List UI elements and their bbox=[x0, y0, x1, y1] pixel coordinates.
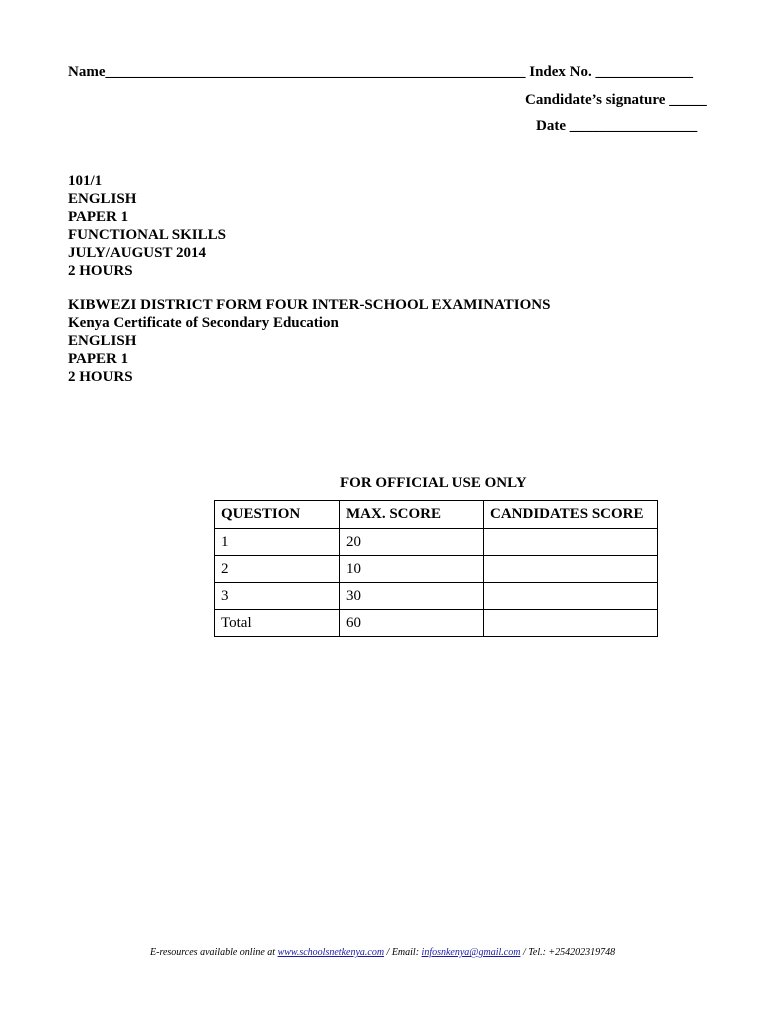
footer-prefix: E-resources available online at bbox=[150, 947, 278, 958]
exam-subject: ENGLISH bbox=[68, 333, 137, 349]
candidate-score-cell[interactable] bbox=[484, 610, 658, 637]
question-cell: 2 bbox=[215, 556, 340, 583]
header-candidates-score: CANDIDATES SCORE bbox=[484, 501, 658, 529]
date-row bbox=[536, 118, 697, 135]
paper-subject: ENGLISH bbox=[68, 191, 137, 207]
official-use-title: FOR OFFICIAL USE ONLY bbox=[340, 475, 527, 491]
signature-label: Candidate’s signature bbox=[525, 92, 666, 108]
index-label: Index No. bbox=[529, 64, 592, 80]
footer-tel: / Tel.: +254202319748 bbox=[520, 947, 616, 958]
paper-title: FUNCTIONAL SKILLS bbox=[68, 227, 226, 243]
paper-date: JULY/AUGUST 2014 bbox=[68, 245, 206, 261]
exam-info-block bbox=[68, 296, 550, 386]
question-cell: Total bbox=[215, 610, 340, 637]
name-label: Name bbox=[68, 64, 106, 80]
date-field[interactable]: _________________ bbox=[569, 118, 698, 134]
signature-row bbox=[525, 92, 707, 109]
table-row bbox=[215, 583, 658, 610]
question-cell: 1 bbox=[215, 529, 340, 556]
header-question: QUESTION bbox=[215, 501, 340, 529]
exam-certificate: Kenya Certificate of Secondary Education bbox=[68, 315, 339, 331]
candidate-score-cell[interactable] bbox=[484, 583, 658, 610]
max-score-cell: 60 bbox=[340, 610, 484, 637]
question-cell: 3 bbox=[215, 583, 340, 610]
candidate-score-cell[interactable] bbox=[484, 556, 658, 583]
table-row-total bbox=[215, 610, 658, 637]
index-field[interactable]: _____________ bbox=[595, 64, 694, 80]
name-field[interactable]: ________________________________________________________ bbox=[105, 64, 526, 80]
max-score-cell: 20 bbox=[340, 529, 484, 556]
website-link[interactable]: www.schoolsnetkenya.com bbox=[277, 947, 385, 958]
table-row bbox=[215, 556, 658, 583]
exam-title: KIBWEZI DISTRICT FORM FOUR INTER-SCHOOL EXAMINATIONS bbox=[68, 297, 551, 313]
header-max-score: MAX. SCORE bbox=[340, 501, 484, 529]
paper-duration: 2 HOURS bbox=[68, 263, 133, 279]
paper-number: PAPER 1 bbox=[68, 209, 129, 225]
table-row bbox=[215, 529, 658, 556]
footer-email-prefix: / Email: bbox=[384, 947, 422, 958]
max-score-cell: 30 bbox=[340, 583, 484, 610]
name-index-row bbox=[68, 64, 693, 81]
email-link[interactable]: infosnkenya@gmail.com bbox=[421, 947, 521, 958]
max-score-cell: 10 bbox=[340, 556, 484, 583]
score-table bbox=[214, 500, 658, 637]
paper-code: 101/1 bbox=[68, 173, 103, 189]
exam-duration: 2 HOURS bbox=[68, 369, 133, 385]
candidate-score-cell[interactable] bbox=[484, 529, 658, 556]
footer bbox=[150, 947, 615, 958]
paper-info-block bbox=[68, 172, 226, 280]
date-label: Date bbox=[536, 118, 566, 134]
signature-field[interactable]: _____ bbox=[669, 92, 707, 108]
table-header-row bbox=[215, 501, 658, 529]
exam-paper: PAPER 1 bbox=[68, 351, 129, 367]
